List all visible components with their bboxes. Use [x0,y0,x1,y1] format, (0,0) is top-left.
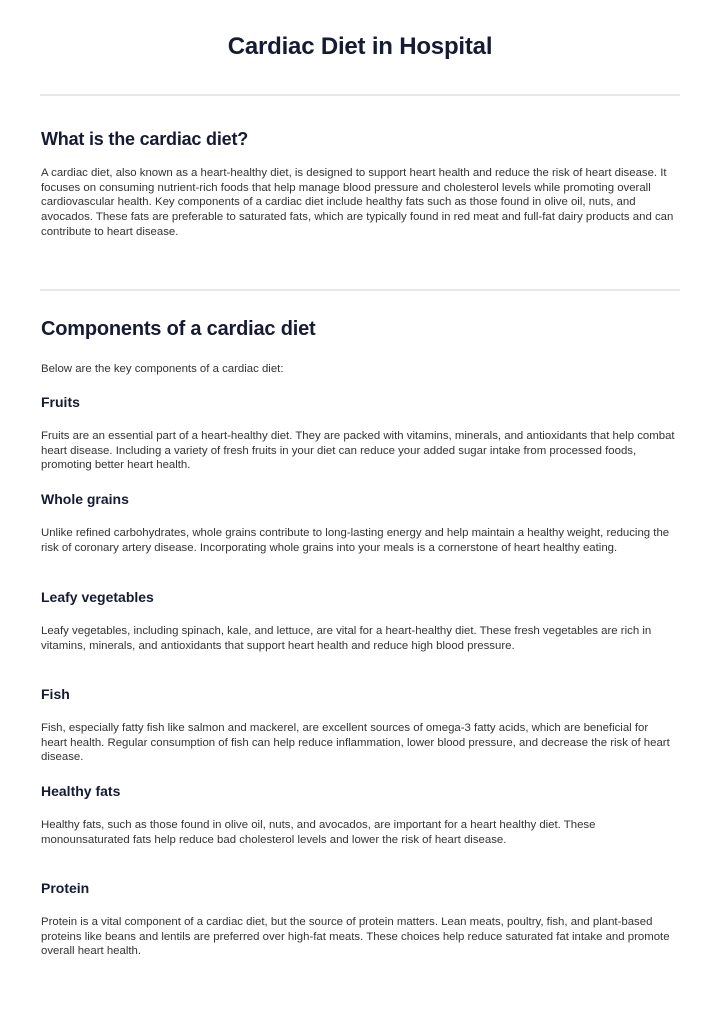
section-divider [40,289,680,291]
component-body-whole-grains: Unlike refined carbohydrates, whole grains contribute to long-lasting energy and help maintain a healthy weight, reducing the risk of coronary artery disease. Incorporating whole grains into your meals is a cornerstone of heart healthy eating. [41,527,670,554]
component-body-leafy-vegetables: Leafy vegetables, including spinach, kale, and lettuce, are vital for a heart-healthy diet. These fresh vegetables are rich in vitamins, minerals, and antioxidants that support heart health and reduce high blood pressure. [41,625,652,652]
section-heading-what-is-cardiac-diet: What is the cardiac diet? [41,129,249,149]
document-title: Cardiac Diet in Hospital [227,33,493,60]
component-body-protein: Protein is a vital component of a cardiac diet, but the source of protein matters. Lean meats, poultry, fish, and plant-based proteins like beans and lentils are preferred over high-fat meats. These choices help reduce saturated fat intake and promote overall heart health. [41,916,670,958]
component-heading-leafy-vegetables: Leafy vegetables [41,589,154,605]
component-heading-healthy-fats: Healthy fats [41,783,121,799]
component-heading-whole-grains: Whole grains [41,491,129,507]
component-heading-fruits: Fruits [41,394,80,410]
section-body-what-is-cardiac-diet: A cardiac diet, also known as a heart-healthy diet, is designed to support heart health and reduce the risk of heart disease. It focuses on consuming nutrient-rich foods that help manage blood pressure and cholesterol levels while promoting overall cardiovascular health. Key components of a cardiac diet include healthy fats such as those found in olive oil, nuts, and avocados. These fats are preferable to saturated fats, which are typically found in red meat and full-fat dairy products and can contribute to heart disease. [41,167,674,238]
component-heading-protein: Protein [41,880,90,896]
component-body-fish: Fish, especially fatty fish like salmon and mackerel, are excellent sources of omega-3 fatty acids, which are beneficial for heart health. Regular consumption of fish can help reduce inflammation, lower blood pressure, and decrease the risk of heart disease. [41,722,670,764]
component-body-healthy-fats: Healthy fats, such as those found in olive oil, nuts, and avocados, are important for a heart healthy diet. These monounsaturated fats help reduce bad cholesterol levels and lower the risk of heart disease. [41,819,596,846]
title-divider [40,94,680,96]
component-heading-fish: Fish [41,686,70,702]
component-body-fruits: Fruits are an essential part of a heart-healthy diet. They are packed with vitamins, minerals, and antioxidants that help combat heart disease. Including a variety of fresh fruits in your diet can reduce your added sugar intake from processed foods, promoting better heart health. [41,430,675,472]
section-heading-components: Components of a cardiac diet [41,318,316,340]
components-lead-text: Below are the key components of a cardiac diet: [41,363,284,375]
